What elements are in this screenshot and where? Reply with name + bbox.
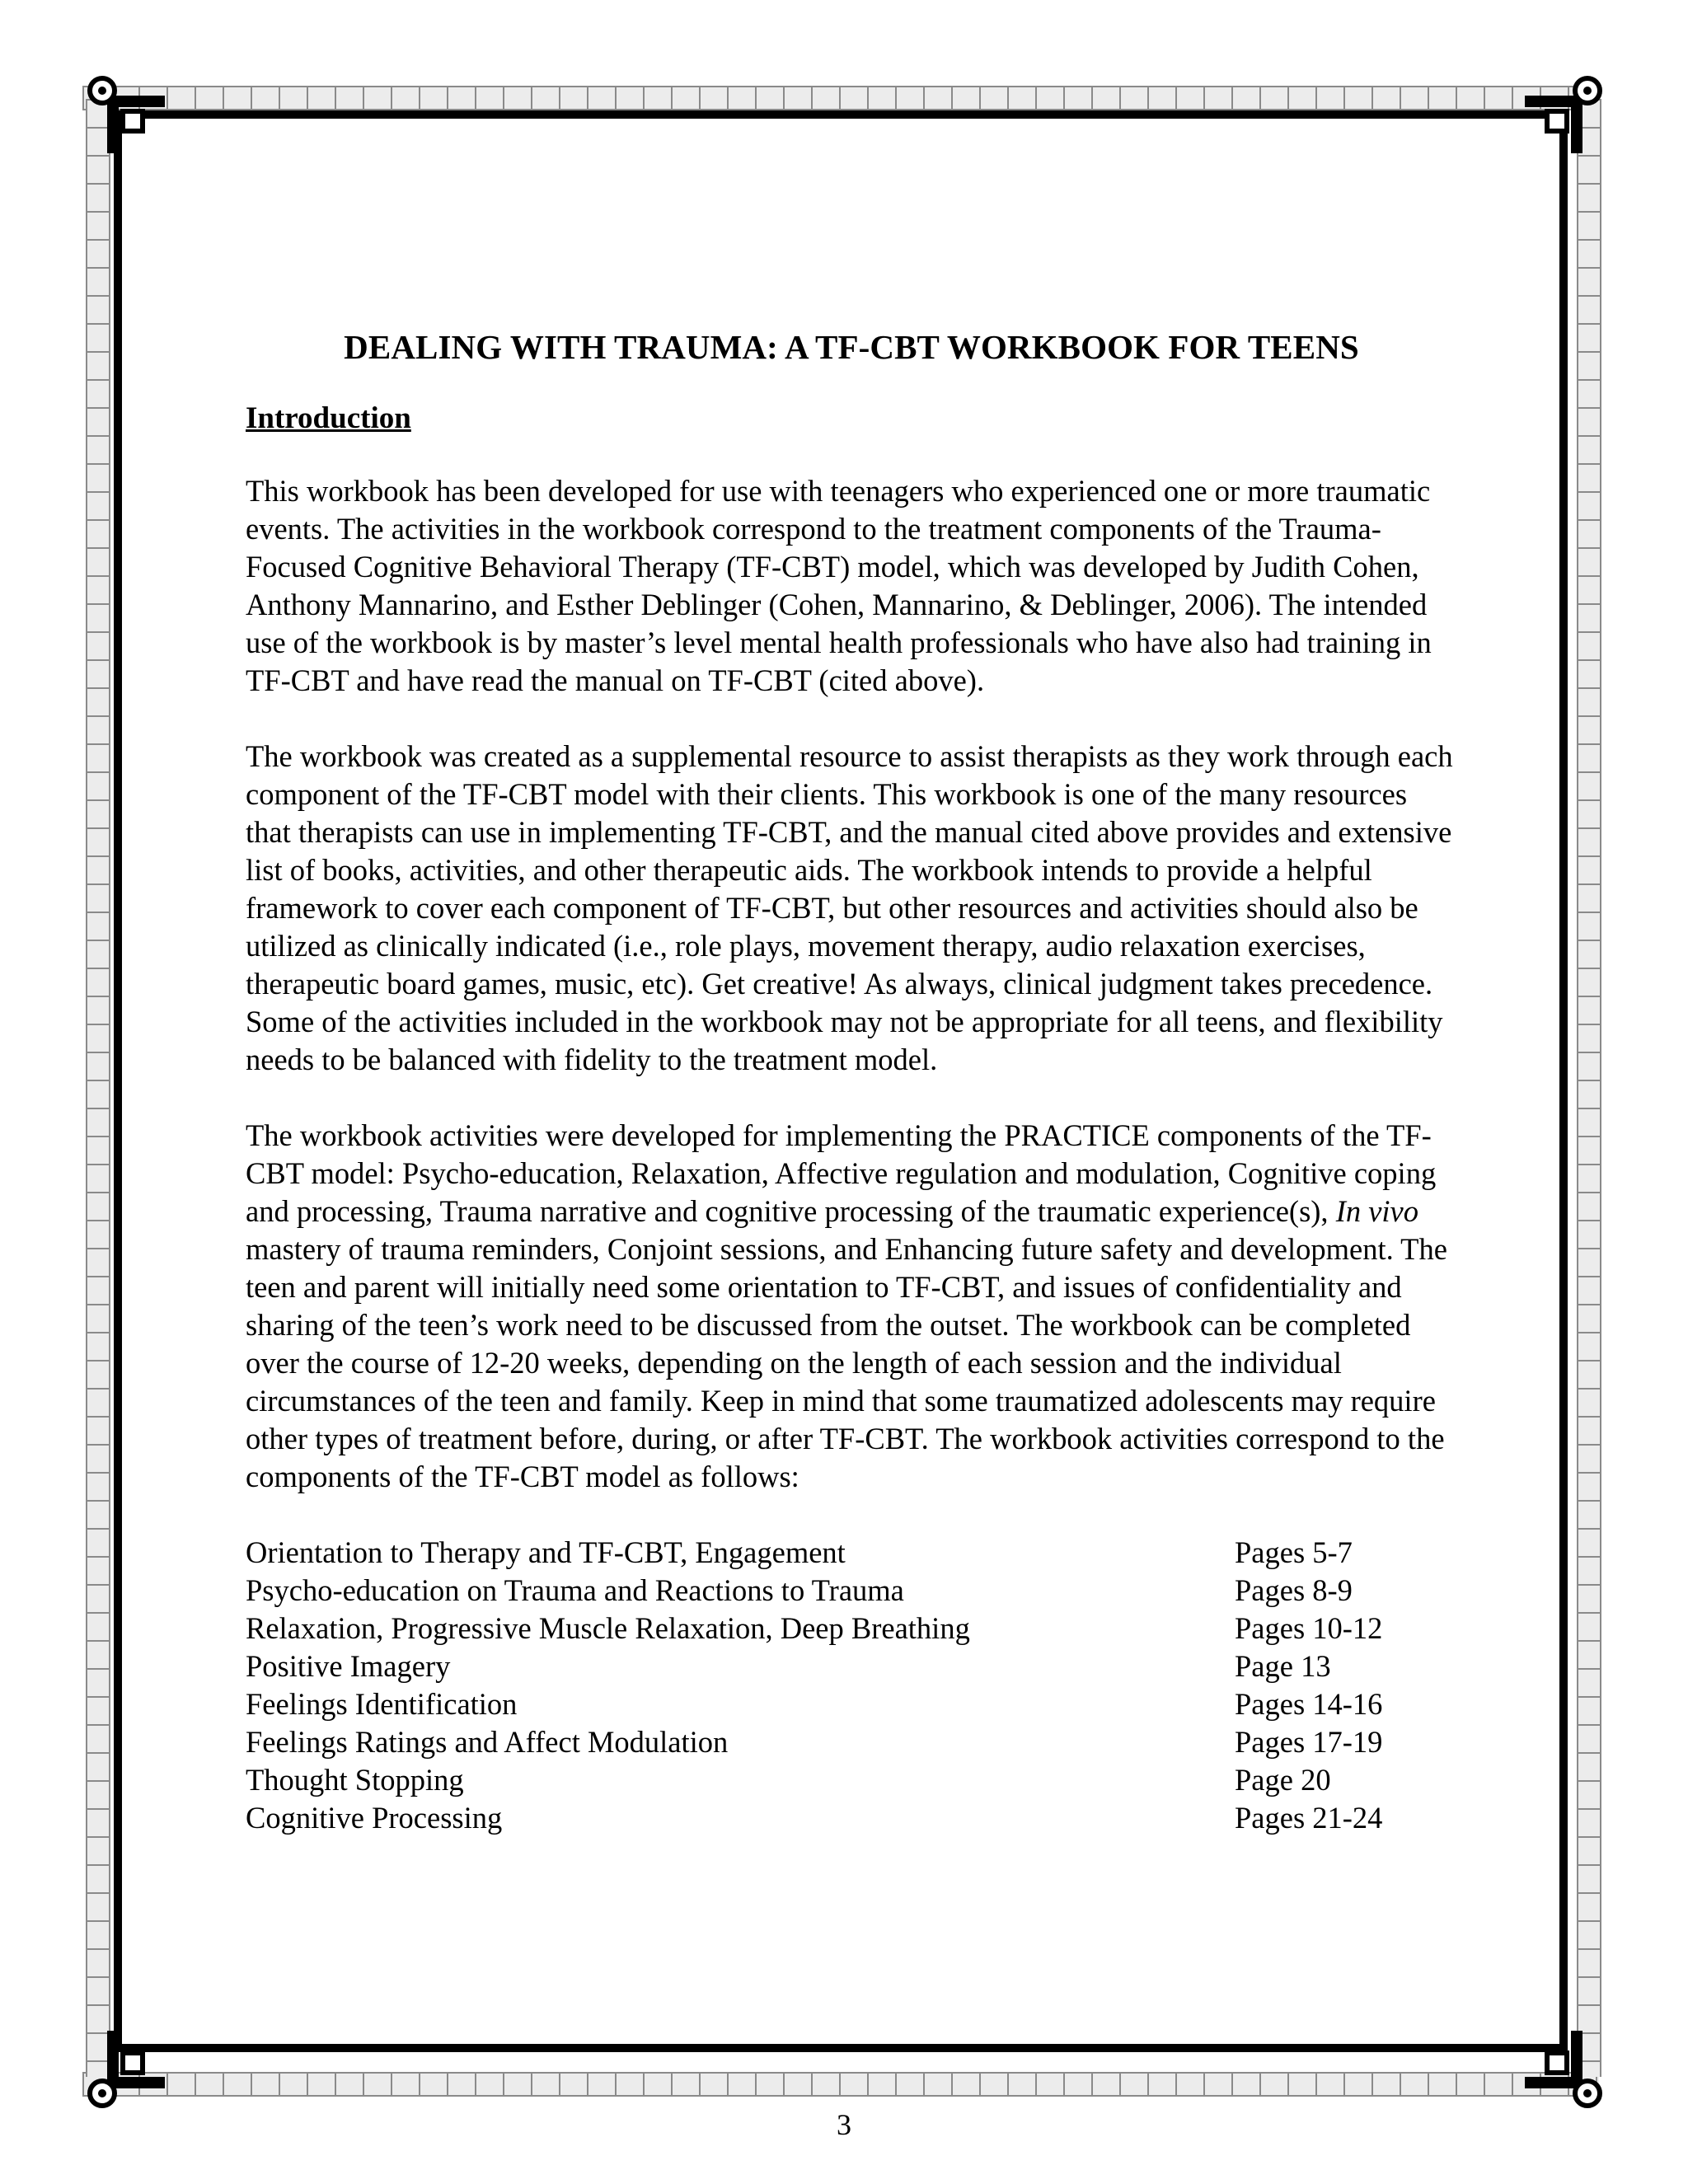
border-band-top: [82, 86, 1599, 110]
list-item-pages: Page 13: [1235, 1649, 1331, 1683]
list-item-pages: Pages 8-9: [1235, 1573, 1353, 1607]
list-item-pages: Pages 5-7: [1235, 1535, 1353, 1569]
list-item: [246, 1685, 1457, 1723]
corner-ornament-bottom-right: [1525, 2031, 1611, 2116]
list-item-topic: Cognitive Processing: [246, 1801, 503, 1835]
document-body: [246, 326, 1457, 1837]
corner-ornament-top-right: [1525, 68, 1611, 153]
list-item: [246, 1799, 1457, 1837]
list-item-topic: Thought Stopping: [246, 1763, 464, 1797]
border-band-bottom: [82, 2072, 1599, 2097]
paragraph-3-text-start: The workbook activities were developed for implementing the PRACTICE components of the TF-CBT model: Psycho-education, Relaxation, Affective regulation and modulation, Cognitive coping and processing, Trauma narrative and cognitive processing of the traumatic experience(s),: [246, 1118, 1437, 1228]
corner-ornament-bottom-left: [79, 2031, 165, 2116]
list-item-topic: Relaxation, Progressive Muscle Relaxation, Deep Breathing: [246, 1611, 970, 1645]
corner-ornament-top-left: [79, 68, 165, 153]
section-heading-introduction: Introduction: [246, 401, 411, 435]
list-item-pages: Pages 10-12: [1235, 1611, 1383, 1645]
document-title: DEALING WITH TRAUMA: A TF-CBT WORKBOOK FOR TEENS: [344, 328, 1359, 366]
border-band-right: [1577, 99, 1601, 2077]
list-item-pages: Pages 17-19: [1235, 1725, 1383, 1759]
list-item-pages: Pages 14-16: [1235, 1687, 1383, 1721]
list-item-topic: Psycho-education on Trauma and Reactions to Trauma: [246, 1573, 904, 1607]
paragraph-3-text-end: mastery of trauma reminders, Conjoint sessions, and Enhancing future safety and development. The teen and parent will initially need some orientation to TF-CBT, and issues of confidentiality and sharing of the teen’s work need to be discussed from the outset. The workbook can be completed over the course of 12-20 weeks, depending on the length of each session and the individual circumstances of the teen and family. Keep in mind that some traumatized adolescents may require other types of treatment before, during, or after TF-CBT. The workbook activities correspond to the components of the TF-CBT model as follows:: [246, 1232, 1447, 1493]
border-band-left: [86, 99, 110, 2077]
list-item: [246, 1610, 1457, 1647]
list-item-topic: Feelings Ratings and Affect Modulation: [246, 1725, 729, 1759]
list-item-pages: Pages 21-24: [1235, 1801, 1383, 1835]
paragraph-3-italic-term: In vivo: [1335, 1194, 1419, 1228]
paragraph-3: [246, 1117, 1457, 1496]
list-item-topic: Feelings Identification: [246, 1687, 518, 1721]
paragraph-1: This workbook has been developed for use with teenagers who experienced one or more traumatic events. The activities in the workbook correspond to the treatment components of the Trauma-Focused Cognitive Behavioral Therapy (TF-CBT) model, which was developed by Judith Cohen, Anthony Mannarino, and Esther Deblinger (Cohen, Mannarino, & Deblinger, 2006). The intended use of the workbook is by master’s level mental health professionals who have also had training in TF-CBT and have read the manual on TF-CBT (cited above).: [246, 474, 1432, 697]
list-item: [246, 1572, 1457, 1610]
list-item-topic: Orientation to Therapy and TF-CBT, Engagement: [246, 1535, 846, 1569]
list-item-topic: Positive Imagery: [246, 1649, 451, 1683]
component-page-list: [246, 1534, 1457, 1837]
paragraph-2: The workbook was created as a supplemental resource to assist therapists as they work through each component of the TF-CBT model with their clients. This workbook is one of the many resources that therapists can use in implementing TF-CBT, and the manual cited above provides and extensive list of books, activities, and other therapeutic aids. The workbook intends to provide a helpful framework to cover each component of TF-CBT, but other resources and activities should also be utilized as clinically indicated (i.e., role plays, movement therapy, audio relaxation exercises, therapeutic board games, music, etc). Get creative! As always, clinical judgment takes precedence. Some of the activities included in the workbook may not be appropriate for all teens, and flexibility needs to be balanced with fidelity to the treatment model.: [246, 739, 1453, 1076]
page-number: 3: [837, 2108, 851, 2141]
list-item: [246, 1534, 1457, 1572]
list-item-pages: Page 20: [1235, 1763, 1331, 1797]
list-item: [246, 1647, 1457, 1685]
list-item: [246, 1761, 1457, 1799]
list-item: [246, 1723, 1457, 1761]
